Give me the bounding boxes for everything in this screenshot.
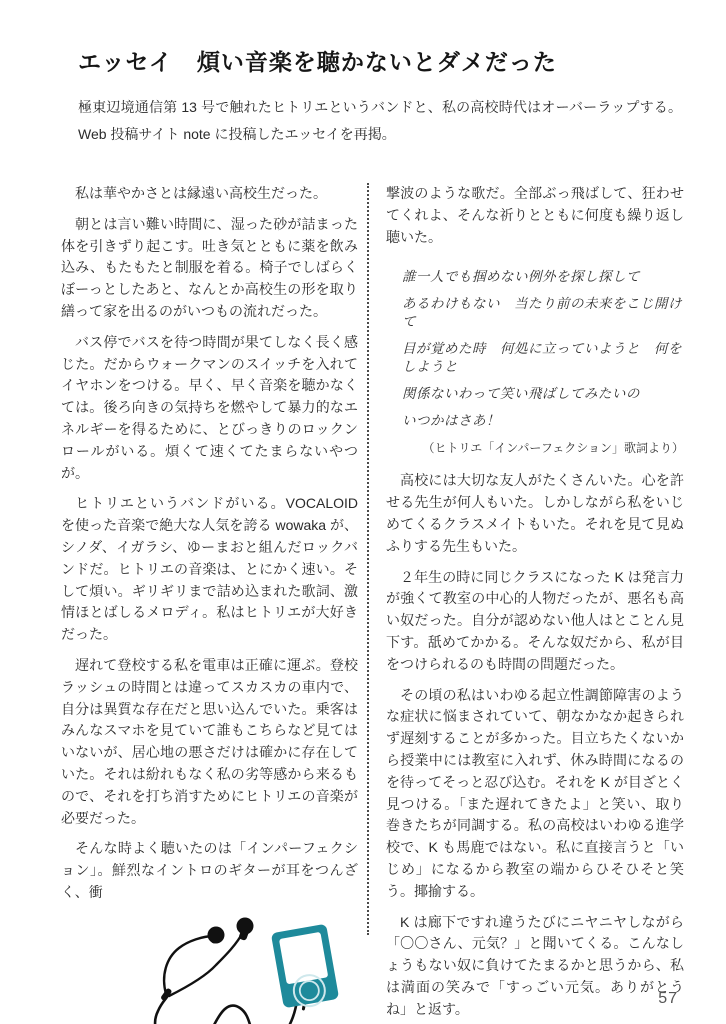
lyric-line: 目が覚めた時 何処に立っていようと 何をしようと bbox=[402, 341, 682, 375]
body-paragraph: 私は華やかさとは縁遠い高校生だった。 bbox=[75, 185, 327, 201]
body-paragraph: 撃波のような歌だ。全部ぶっ飛ばして、狂わせてくれよ、そんな祈りとともに何度も繰り返し聴いた。 bbox=[386, 185, 684, 245]
lyric-line: いつかはさあ！ bbox=[402, 413, 500, 429]
lyric-lines bbox=[402, 268, 684, 430]
body-paragraph: 朝とは言い難い時間に、湿った砂が詰まった体を引きずり起こす。吐き気とともに薬を飲み込み、もたもたと制服を着る。椅子でしばらくぼーっとしたあと、なんとか高校生の形を取り繕って家を出るのがいつもの流れだった。 bbox=[61, 215, 358, 319]
intro-text: 極東辺境通信第 13 号で触れたヒトリエというバンドと、私の高校時代はオーバーラップする。Web 投稿サイト note に投稿したエッセイを再掲。 bbox=[78, 99, 682, 142]
body-paragraph: そんな時よく聴いたのは「インパーフェクション」。鮮烈なイントロのギターが耳をつんざく、衝 bbox=[61, 840, 358, 900]
column-divider bbox=[367, 183, 369, 935]
lyrics-credit: （ヒトリエ「インパーフェクション」歌詞より） bbox=[422, 441, 684, 456]
right-earbud-wire bbox=[169, 932, 243, 996]
music-player bbox=[271, 923, 340, 1012]
body-paragraph: 遅れて登校する私を電車は正確に運ぶ。登校ラッシュの時間とは違ってスカスカの車内で、自分は異質な存在だと思い込んでいた。乗客はみんなスマホを見ていて誰もこちらなど見てはいないが、居心地の悪さだけは確かに存在していた。それは紛れもなく私の劣等感から来るもので、それを打ち消すためにヒトリエの音楽が必要だった。 bbox=[61, 656, 358, 826]
lyric-line: あるわけもない 当たり前の未来をこじ開けて bbox=[402, 296, 682, 330]
body-paragraph: バス停でバスを待つ時間が果てしなく長く感じた。だからウォークマンのスイッチを入れてイヤホンをつける。早く、早く音楽を聴かなくては。後ろ向きの気持ちを燃やして暴力的なエネルギーを得るために、とびっきりのロックンロールがいる。煩くて速くてたまらないやつが。 bbox=[61, 333, 358, 481]
lyric-line: 誰一人でも掴めない例外を探し探して bbox=[402, 269, 640, 285]
lyric-line: 関係ないわって笑い飛ばしてみたいの bbox=[402, 386, 640, 402]
right-paragraphs bbox=[386, 470, 684, 1020]
right-column bbox=[386, 183, 684, 1024]
earphone-cable bbox=[155, 997, 297, 1024]
two-column-body bbox=[61, 183, 687, 1024]
left-paragraphs bbox=[61, 183, 358, 904]
body-paragraph: その頃の私はいわゆる起立性調節障害のような症状に悩まされていて、朝なかなか起きられず遅刻することが多かった。目立ちたくないから授業中には教室に入れず、休み時間になるのを待ってそっと忍び込む。それを K が目ざとく見つける。「また遅れてきたよ」と笑い、取り巻きたちが同調する。私の高校はいわゆる進学校で、K も馬鹿ではない。私に直接言うと「いじめ」になるから教室の端からひそひそと笑う。揶揄する。 bbox=[386, 686, 684, 899]
body-paragraph: ヒトリエというバンドがいる。VOCALOID を使った音楽で絶大な人気を誇る wowaka が、シノダ、イガラシ、ゆーまおと組んだロックバンドだ。ヒトリエの音楽は、とにかく速い。そして煩い。ギリギリまで詰め込まれた歌詞、激情ほとばしるメロディ。私はヒトリエが大好きだった。 bbox=[61, 495, 358, 643]
body-paragraph: K は廊下ですれ違うたびにニヤニヤしながら「〇〇さん、元気？」と聞いてくる。こんなしょうもない奴に負けてたまるかと思うから、私は満面の笑みで「すっごい元気。ありがとうね」と返す。 bbox=[386, 913, 684, 1017]
body-paragraph: ２年生の時に同じクラスになった K は発言力が強くて教室の中心的人物だったが、悪名も高い奴だった。自分が認めない他人はとことん見下す。舐めてかかる。そんな奴だから、私が目をつけられるのも時間の問題だった。 bbox=[386, 568, 684, 672]
music-player-illustration bbox=[73, 916, 363, 1024]
lyrics-quote bbox=[402, 268, 684, 456]
left-column bbox=[61, 183, 358, 1024]
page-title: エッセイ 煩い音楽を聴かないとダメだった bbox=[78, 49, 557, 75]
page-number: 57 bbox=[658, 990, 678, 1007]
left-earbud bbox=[208, 926, 225, 944]
body-paragraph: 高校には大切な友人がたくさんいた。心を許せる先生が何人もいた。しかしながら私をいじめてくるクラスメイトもいた。それを見て見ぬふりする先生もいた。 bbox=[386, 472, 684, 554]
